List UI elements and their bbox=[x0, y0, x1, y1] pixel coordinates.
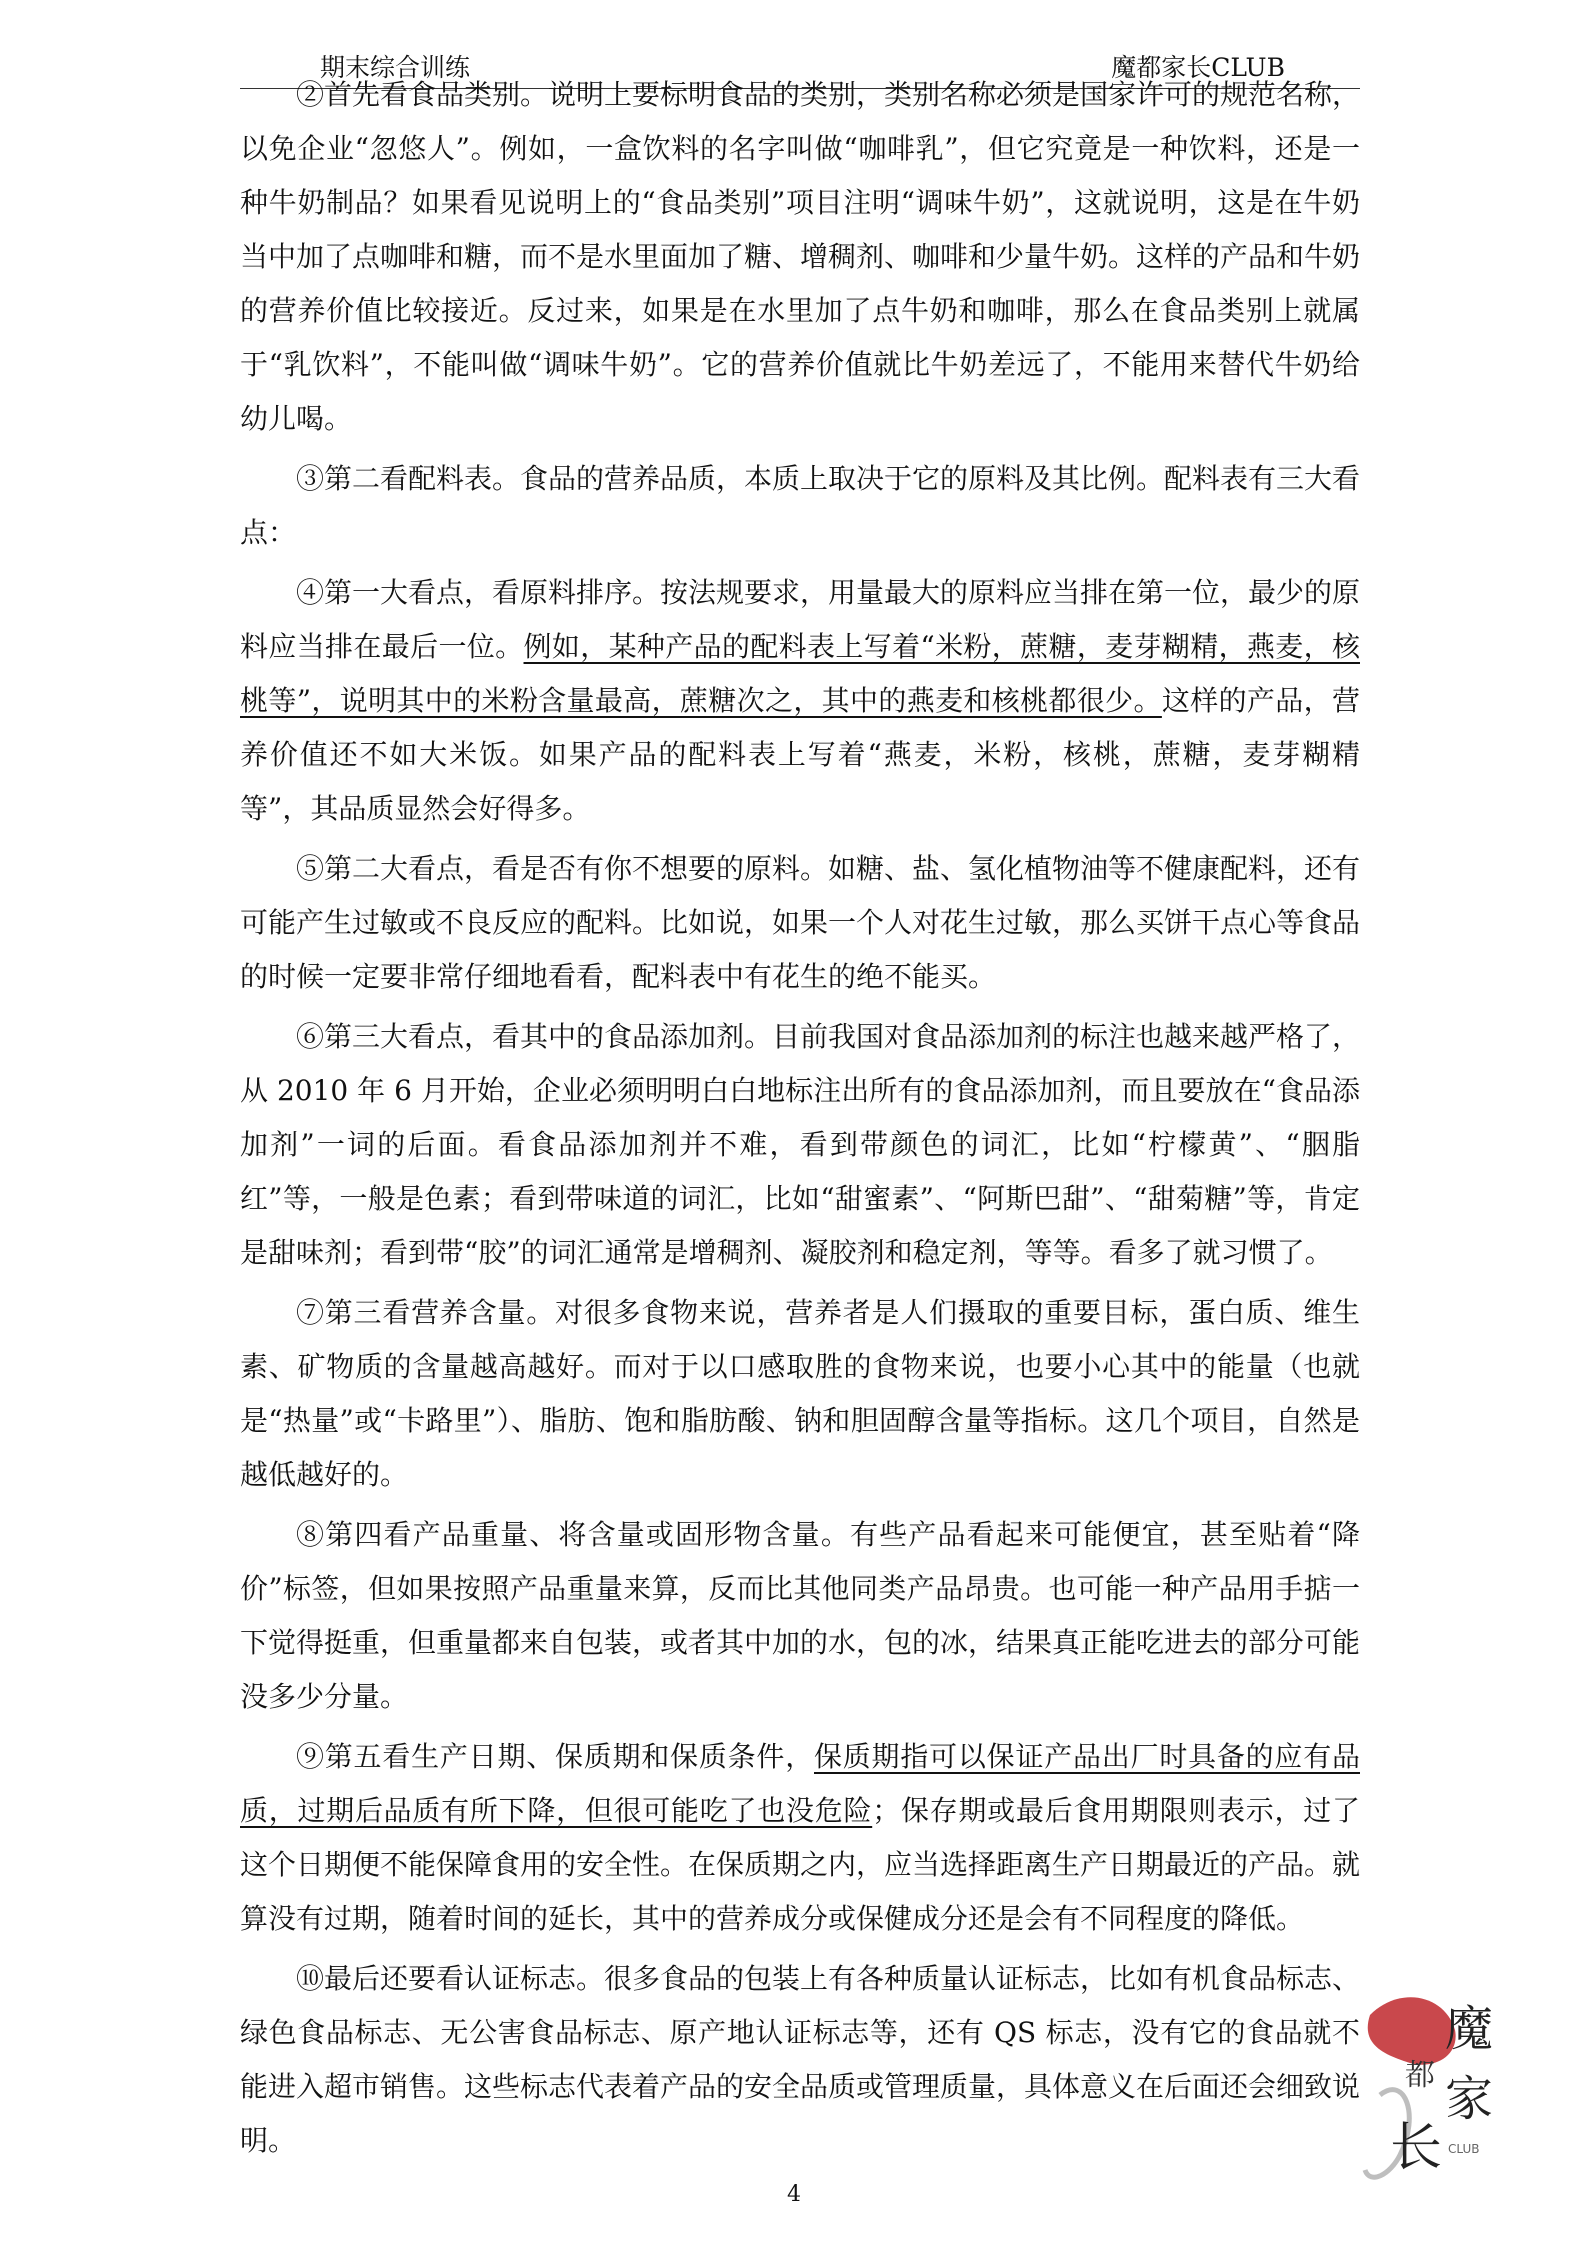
paragraph-7: ⑦第三看营养含量。对很多食物来说，营养者是人们摄取的重要目标，蛋白质、维生素、矿物质的含量越高越好。而对于以口感取胜的食物来说，也要小心其中的能量（也就是“热量”或“卡路里”）、脂肪、饱和脂肪酸、钠和胆固醇含量等指标。这几个项目，自然是越低越好的。 bbox=[240, 1296, 1360, 1491]
paragraph-4 bbox=[240, 566, 1360, 836]
paragraph-4-underlined: 例如，某种产品的配料表上写着“米粉，蔗糖，麦芽糊精，燕麦，核桃等”，说明其中的米粉含量最高，蔗糖次之，其中的燕麦和核桃都很少。 bbox=[240, 630, 1360, 717]
page-number: 4 bbox=[787, 2182, 801, 2207]
paragraph-9-before: ⑨第五看生产日期、保质期和保质条件， bbox=[296, 1740, 814, 1773]
logo-char-3: 家 bbox=[1445, 2071, 1494, 2127]
paragraph-8: ⑧第四看产品重量、将含量或固形物含量。有些产品看起来可能便宜，甚至贴着“降价”标签，但如果按照产品重量来算，反而比其他同类产品昂贵。也可能一种产品用手掂一下觉得挺重，但重量都来自包装，或者其中加的水，包的冰，结果真正能吃进去的部分可能没多少分量。 bbox=[240, 1518, 1361, 1713]
logo-char-2: 都 bbox=[1405, 2058, 1435, 2093]
header-right-title: 魔都家长CLUB bbox=[1111, 53, 1285, 82]
club-logo bbox=[1350, 1975, 1500, 2205]
paragraph-9-underlined: 保质期指可以保证产品出厂时具备的应有品质，过期后品质有所下降，但很可能吃了也没危险 bbox=[240, 1740, 1360, 1827]
logo-red-splash bbox=[1368, 1997, 1456, 2064]
logo-char-4: 长 bbox=[1390, 2118, 1443, 2178]
logo-club-text: CLUB bbox=[1448, 2142, 1480, 2156]
paragraph-6: ⑥第三大看点，看其中的食品添加剂。目前我国对食品添加剂的标注也越来越严格了，从 2010 年 6 月开始，企业必须明明白白地标注出所有的食品添加剂，而且要放在“食品添加剂”一词的后面。看食品添加剂并不难，看到带颜色的词汇，比如“柠檬黄”、“胭脂红”等，一般是色素；看到带味道的词汇，比如“甜蜜素”、“阿斯巴甜”、“甜菊糖”等，肯定是甜味剂；看到带“胶”的词汇通常是增稠剂、凝胶剂和稳定剂，等等。看多了就习惯了。 bbox=[240, 1020, 1361, 1269]
article-body bbox=[240, 68, 1360, 2174]
paragraph-3: ③第二看配料表。食品的营养品质，本质上取决于它的原料及其比例。配料表有三大看点： bbox=[240, 462, 1361, 549]
paragraph-9 bbox=[240, 1730, 1360, 1946]
logo-char-1: 魔 bbox=[1445, 2001, 1494, 2057]
paragraph-10: ⑩最后还要看认证标志。很多食品的包装上有各种质量认证标志，比如有机食品标志、绿色食品标志、无公害食品标志、原产地认证标志等，还有 QS 标志，没有它的食品就不能进入超市销售。这些标志代表着产品的安全品质或管理质量，具体意义在后面还会细致说明。 bbox=[240, 1962, 1361, 2157]
paragraph-5: ⑤第二大看点，看是否有你不想要的原料。如糖、盐、氢化植物油等不健康配料，还有可能产生过敏或不良反应的配料。比如说，如果一个人对花生过敏，那么买饼干点心等食品的时候一定要非常仔细地看看，配料表中有花生的绝不能买。 bbox=[240, 852, 1361, 993]
paragraph-9-after: ；保存期或最后食用期限则表示，过了这个日期便不能保障食用的安全性。在保质期之内，应当选择距离生产日期最近的产品。就算没有过期，随着时间的延长，其中的营养成分或保健成分还是会有不同程度的降低。 bbox=[240, 1794, 1361, 1935]
paragraph-4-before: ④第一大看点，看原料排序。按法规要求，用量最大的原料应当排在第一位，最少的原料应当排在最后一位。 bbox=[240, 576, 1361, 663]
paragraph-4-after: 这样的产品，营养价值还不如大米饭。如果产品的配料表上写着“燕麦，米粉，核桃，蔗糖，麦芽糊精等”，其品质显然会好得多。 bbox=[240, 684, 1360, 825]
paragraph-2: ②首先看食品类别。说明上要标明食品的类别，类别名称必须是国家许可的规范名称，以免企业“忽悠人”。例如，一盒饮料的名字叫做“咖啡乳”，但它究竟是一种饮料，还是一种牛奶制品？如果看见说明上的“食品类别”项目注明“调味牛奶”，这就说明，这是在牛奶当中加了点咖啡和糖，而不是水里面加了糖、增稠剂、咖啡和少量牛奶。这样的产品和牛奶的营养价值比较接近。反过来，如果是在水里加了点牛奶和咖啡，那么在食品类别上就属于“乳饮料”，不能叫做“调味牛奶”。它的营养价值就比牛奶差远了，不能用来替代牛奶给幼儿喝。 bbox=[240, 78, 1361, 435]
header-left-title: 期末综合训练 bbox=[320, 53, 471, 82]
